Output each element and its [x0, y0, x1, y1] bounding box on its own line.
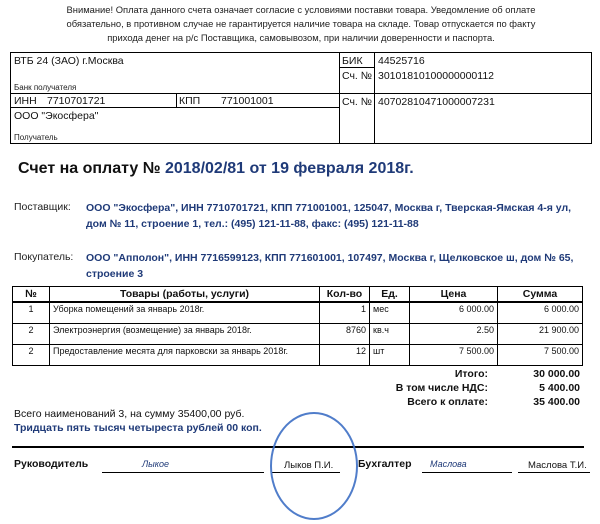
buyer-line-1: ООО "Апполон", ИНН 7716599123, КПП 771601001, 107497, Москва г, Щелковское ш, дом № 65,: [86, 252, 574, 264]
payment-notice: [20, 3, 582, 45]
row-sum: 21 900.00: [498, 324, 583, 345]
row-num: 2: [13, 324, 50, 345]
total-value: 30 000.00: [533, 368, 580, 380]
supplier-line-1: ООО "Экосфера", ИНН 7710701721, КПП 771001001, 125047, Москва г, Тверская-Ямская 4-я ул,: [86, 202, 572, 214]
row-price: 6 000.00: [410, 302, 498, 324]
row-unit: шт: [370, 345, 410, 366]
head-signature-label: Руководитель: [14, 458, 89, 470]
table-row: [13, 324, 583, 345]
total-label: Итого:: [454, 368, 488, 380]
invoice-title-prefix: Счет на оплату №: [18, 160, 161, 177]
pay-total-value: 35 400.00: [533, 396, 580, 408]
vat-label: В том числе НДС:: [395, 382, 488, 394]
vat-value: 5 400.00: [539, 382, 580, 394]
payee-bank-caption: Банк получателя: [14, 83, 77, 92]
table-header-row: [13, 287, 583, 303]
payee-name: ООО "Экосфера": [14, 110, 99, 122]
row-qty: 12: [320, 345, 370, 366]
row-name: Электроэнергия (возмещение) за январь 2018г.: [50, 324, 320, 345]
corr-account-label: Сч. №: [342, 70, 373, 82]
buyer-line-2: строение 3: [86, 268, 144, 280]
bank-divider-h3: [339, 93, 591, 94]
bank-name: ВТБ 24 (ЗАО) г.Москва: [14, 55, 124, 67]
head-sign-line: [102, 472, 264, 473]
corr-account-value: 30101810100000000112: [378, 70, 495, 82]
notice-line-2: обязательно, в противном случае не гарантируется наличие товара на складе. Товар отпускается по факту: [66, 18, 536, 29]
col-header-name: Товары (работы, услуги): [50, 287, 320, 303]
row-price: 7 500.00: [410, 345, 498, 366]
row-num: 1: [13, 302, 50, 324]
buyer-details: [86, 250, 586, 282]
table-row: [13, 302, 583, 324]
bank-divider-h1: [11, 93, 339, 94]
bank-details-box: [10, 52, 592, 144]
row-name: Уборка помещений за январь 2018г.: [50, 302, 320, 324]
pay-total-label: Всего к оплате:: [407, 396, 488, 408]
row-num: 2: [13, 345, 50, 366]
invoice-title: [18, 160, 414, 178]
supplier-details: [86, 200, 586, 232]
row-qty: 8760: [320, 324, 370, 345]
bank-divider-v2: [374, 53, 375, 143]
items-count-summary: Всего наименований 3, на сумму 35400,00 руб.: [14, 408, 245, 420]
row-price: 2.50: [410, 324, 498, 345]
invoice-number-date: 2018/02/81 от 19 февраля 2018г.: [164, 160, 414, 177]
notice-line-3: прихода денег на р/с Поставщика, самовывозом, при наличии доверенности и паспорта.: [107, 32, 495, 43]
account-value: 40702810471000007231: [378, 96, 495, 108]
col-header-price: Цена: [410, 287, 498, 303]
supplier-label: Поставщик:: [14, 201, 71, 213]
bank-divider-v3: [176, 93, 177, 107]
accountant-signature: Маслова: [430, 459, 467, 469]
row-qty: 1: [320, 302, 370, 324]
account-label: Сч. №: [342, 96, 373, 108]
notice-line-1: Внимание! Оплата данного счета означает согласие с условиями поставки товара. Уведомление об оплате: [66, 4, 536, 15]
row-unit: кв.ч: [370, 324, 410, 345]
accountant-signature-label: Бухгалтер: [358, 458, 412, 470]
table-row: [13, 345, 583, 366]
inn-value: 7710701721: [47, 95, 106, 107]
bank-divider-h4: [11, 107, 339, 108]
buyer-label: Покупатель:: [14, 251, 74, 263]
kpp-label: КПП: [179, 95, 201, 107]
bik-value: 44525716: [378, 55, 425, 67]
inn-label: ИНН: [14, 95, 37, 107]
payee-caption: Получатель: [14, 133, 58, 142]
row-name: Предоставление месята для парковски за январь 2018г.: [50, 345, 320, 366]
head-signature: Лыкое: [142, 459, 170, 469]
col-header-unit: Ед.: [370, 287, 410, 303]
row-unit: мес: [370, 302, 410, 324]
col-header-num: №: [13, 287, 50, 303]
company-stamp: [270, 412, 358, 520]
col-header-qty: Кол-во: [320, 287, 370, 303]
accountant-sign-line: [422, 472, 512, 473]
col-header-sum: Сумма: [498, 287, 583, 303]
supplier-line-2: дом № 11, строение 1, тел.: (495) 121-11-88, факс: (495) 121-11-88: [86, 218, 419, 230]
accountant-name-line: [518, 472, 590, 473]
row-sum: 7 500.00: [498, 345, 583, 366]
amount-in-words: Тридцать пять тысяч четыреста рублей 00 коп.: [14, 422, 262, 434]
bank-divider-h2: [339, 67, 374, 68]
head-name: Лыков П.И.: [284, 460, 334, 471]
accountant-name: Маслова Т.И.: [528, 460, 587, 471]
kpp-value: 771001001: [221, 95, 274, 107]
row-sum: 6 000.00: [498, 302, 583, 324]
bik-label: БИК: [342, 55, 363, 67]
items-table: [12, 286, 583, 366]
